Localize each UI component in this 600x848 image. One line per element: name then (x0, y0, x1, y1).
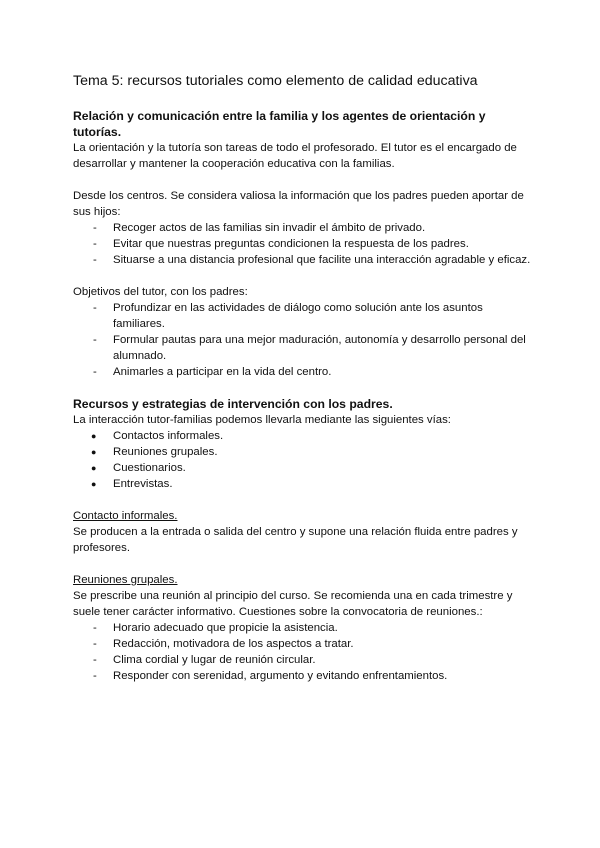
list-item: - Recoger actos de las familias sin invadir el ámbito de privado. (93, 220, 533, 236)
list-item: ● Cuestionarios. (93, 460, 533, 476)
section1-heading: Relación y comunicación entre la familia y los agentes de orientación y tutorías. (73, 109, 486, 139)
section2-heading: Recursos y estrategias de intervención con los padres. (73, 397, 393, 411)
objetivos-list (73, 300, 533, 380)
list-item: - Clima cordial y lugar de reunión circular. (93, 652, 533, 668)
list-item: - Formular pautas para una mejor maduración, autonomía y desarrollo personal del alumnado. (93, 332, 533, 364)
list-item: - Profundizar en las actividades de diálogo como solución ante los asuntos familiares. (93, 300, 533, 332)
list-item: - Animarles a participar en la vida del centro. (93, 364, 533, 380)
list-item: - Responder con serenidad, argumento y evitando enfrentamientos. (93, 668, 533, 684)
contacto-text: Se producen a la entrada o salida del centro y supone una relación fluida entre padres y profesores. (73, 526, 518, 554)
document-title: Tema 5: recursos tutoriales como elemento de calidad educativa (73, 73, 478, 89)
reuniones-text: Se prescribe una reunión al principio del curso. Se recomienda una en cada trimestre y suele tener carácter informativo. Cuestiones sobre la convocatoria de reuniones.: (73, 590, 513, 618)
vias-list (73, 428, 533, 492)
reuniones-heading: Reuniones grupales. (73, 574, 178, 586)
objetivos-text: Objetivos del tutor, con los padres: (73, 286, 248, 298)
list-item: - Situarse a una distancia profesional que facilite una interacción agradable y eficaz. (93, 252, 533, 268)
centros-text: Desde los centros. Se considera valiosa la información que los padres pueden aportar de sus hijos: (73, 190, 524, 218)
list-item: - Horario adecuado que propicie la asistencia. (93, 620, 533, 636)
document-content (73, 72, 533, 684)
list-item: - Redacción, motivadora de los aspectos a tratar. (93, 636, 533, 652)
list-item: - Evitar que nuestras preguntas condicionen la respuesta de los padres. (93, 236, 533, 252)
list-item: ● Entrevistas. (93, 476, 533, 492)
list-item: ● Reuniones grupales. (93, 444, 533, 460)
list-item: ● Contactos informales. (93, 428, 533, 444)
centros-list (73, 220, 533, 268)
section1-intro: La orientación y la tutoría son tareas de todo el profesorado. El tutor es el encargado de desarrollar y mantener la cooperación educativa con la familias. (73, 142, 517, 170)
reuniones-list (73, 620, 533, 684)
section2-intro: La interacción tutor-familias podemos llevarla mediante las siguientes vías: (73, 414, 451, 426)
contacto-heading: Contacto informales. (73, 510, 178, 522)
